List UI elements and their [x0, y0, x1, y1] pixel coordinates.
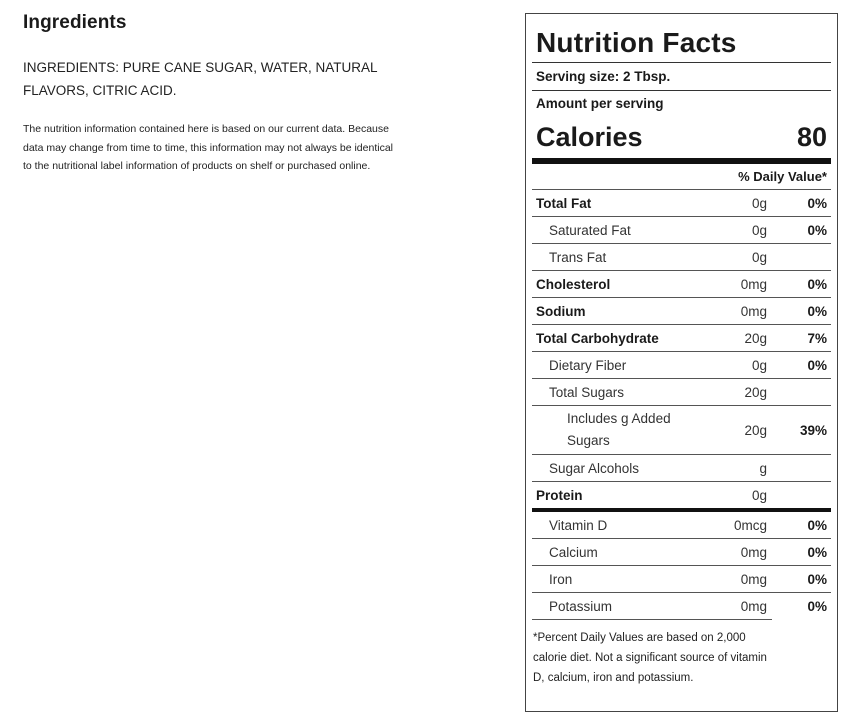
nutrient-name: Total Carbohydrate [536, 330, 659, 346]
vitamin-name: Calcium [549, 544, 598, 560]
vitamin-daily-value: 0% [807, 517, 827, 533]
nutrient-amount: 0g [751, 249, 767, 265]
nutrient-amount: 0g [751, 222, 767, 238]
nutrient-name: Sugar Alcohols [549, 460, 640, 476]
nutrition-disclaimer: The nutrition information contained here is based on our current data. Because data may change from time to time, this information may not always be identical to the nutritional label information of products on shelf or purchased online. [23, 123, 394, 172]
nutrient-daily-value: 0% [807, 303, 827, 319]
calories-label: Calories [536, 122, 643, 152]
nutrient-name: Saturated Fat [549, 222, 631, 238]
ingredients-section [23, 12, 403, 176]
vitamin-name: Vitamin D [549, 517, 608, 533]
nutrition-facts-title: Nutrition Facts [536, 27, 737, 58]
nutrient-daily-value: 7% [807, 330, 827, 346]
vitamin-amount: 0mg [740, 598, 767, 614]
amount-per-serving: Amount per serving [536, 96, 664, 111]
vitamin-amount: 0mg [740, 571, 767, 587]
nutrient-row-saturated-fat [532, 216, 831, 243]
nutrient-amount: 20g [744, 384, 767, 400]
nutrient-daily-value: 0% [807, 357, 827, 373]
nutrient-name: Cholesterol [536, 276, 611, 292]
ingredients-list: INGREDIENTS: PURE CANE SUGAR, WATER, NATURAL FLAVORS, CITRIC ACID. [23, 60, 378, 98]
vitamin-daily-value: 0% [807, 544, 827, 560]
vitamin-name: Potassium [549, 598, 613, 614]
nutrient-row-added-sugars [532, 405, 831, 454]
nutrient-name: Total Fat [536, 195, 592, 211]
nutrient-amount: 0g [751, 357, 767, 373]
nutrient-amount: 0mg [740, 276, 767, 292]
vitamin-row-calcium [532, 538, 831, 565]
nutrient-row-total-fat [532, 189, 831, 216]
vitamin-daily-value: 0% [807, 598, 827, 614]
nutrient-amount: 20g [744, 330, 767, 346]
ingredients-title: Ingredients [23, 12, 127, 33]
nutrient-daily-value: 0% [807, 276, 827, 292]
nutrient-amount: 0g [751, 487, 767, 503]
nutrient-name: Protein [536, 487, 583, 503]
vitamin-row-iron [532, 565, 831, 592]
vitamin-daily-value: 0% [807, 571, 827, 587]
nutrient-daily-value: 39% [799, 422, 827, 438]
nutrient-name: Dietary Fiber [549, 357, 627, 373]
calories-value: 80 [796, 122, 827, 152]
vitamin-row-vitamin-d [532, 512, 831, 538]
nutrient-amount: g [759, 460, 767, 476]
nutrient-row-cholesterol [532, 270, 831, 297]
nutrition-facts-panel [525, 13, 838, 712]
daily-value-footnote: *Percent Daily Values are based on 2,000 calorie diet. Not a significant source of vitamin D, calcium, iron and potassium. [532, 619, 772, 688]
nutrient-daily-value: 0% [807, 222, 827, 238]
nutrient-amount: 0g [751, 195, 767, 211]
vitamin-amount: 0mg [740, 544, 767, 560]
nutrient-row-total-carbohydrate [532, 324, 831, 351]
daily-value-header: % Daily Value* [738, 169, 827, 184]
nutrient-amount: 20g [744, 422, 767, 438]
vitamin-amount: 0mcg [733, 517, 767, 533]
vitamin-row-potassium [532, 592, 831, 619]
nutrient-name: Trans Fat [549, 249, 607, 265]
nutrient-row-protein [532, 481, 831, 508]
nutrient-name: Total Sugars [549, 384, 625, 400]
serving-size: Serving size: 2 Tbsp. [536, 69, 671, 84]
nutrient-name: Includes g Added Sugars [567, 411, 671, 448]
nutrient-name: Sodium [536, 303, 586, 319]
nutrient-amount: 0mg [740, 303, 767, 319]
nutrient-row-trans-fat [532, 243, 831, 270]
nutrient-row-dietary-fiber [532, 351, 831, 378]
vitamin-name: Iron [549, 571, 573, 587]
nutrient-row-sugar-alcohols [532, 454, 831, 481]
calories-row [532, 117, 831, 158]
nutrient-row-sodium [532, 297, 831, 324]
nutrient-row-total-sugars [532, 378, 831, 405]
nutrient-daily-value: 0% [807, 195, 827, 211]
